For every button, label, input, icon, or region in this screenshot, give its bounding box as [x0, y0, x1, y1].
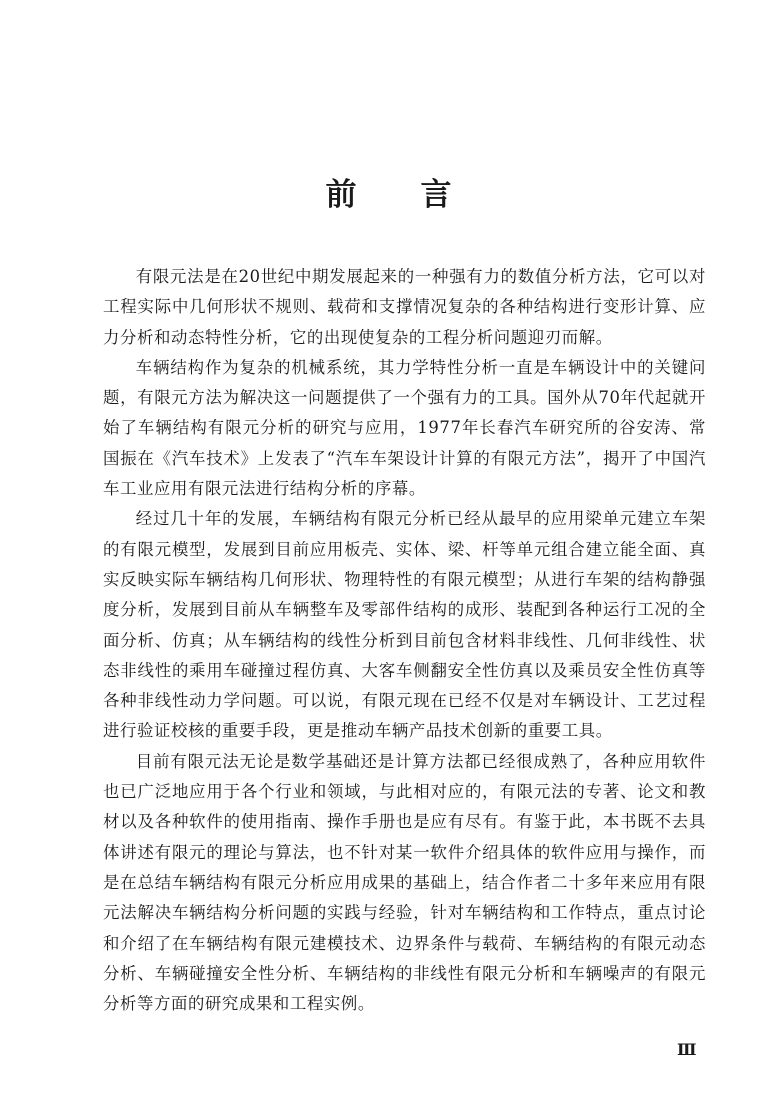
- paragraph-2: 车辆结构作为复杂的机械系统，其力学特性分析一直是车辆设计中的关键问题，有限元方法为解决这一问题提供了一个强有力的工具。国外从70年代起就开始了车辆结构有限元分析的研究与应用，1977年长春汽车研究所的谷安涛、常国振在《汽车技术》上发表了“汽车车架设计计算的有限元方法”，揭开了中国汽车工业应用有限元法进行结构分析的序幕。: [103, 357, 706, 499]
- paragraph-1: 有限元法是在20世纪中期发展起来的一种强有力的数值分析方法，它可以对工程实际中几何形状不规则、载荷和支撑情况复杂的各种结构进行变形计算、应力分析和动态特性分析，它的出现使复杂的工程分析问题迎刃而解。: [103, 267, 706, 347]
- title-char-2: 言: [420, 177, 452, 213]
- page-title: [0, 175, 777, 215]
- page-number: Ⅲ: [677, 1040, 697, 1059]
- paragraph-4: 目前有限元法无论是数学基础还是计算方法都已经很成熟了，各种应用软件也已广泛地应用于各个行业和领域，与此相对应的，有限元法的专著、论文和教材以及各种软件的使用指南、操作手册也是应有尽有。有鉴于此，本书既不去具体讲述有限元的理论与算法，也不针对某一软件介绍具体的软件应用与操作，而是在总结车辆结构有限元分析应用成果的基础上，结合作者二十多年来应用有限元法解决车辆结构分析问题的实践与经验，针对车辆结构和工作特点，重点讨论和介绍了在车辆结构有限元建模技术、边界条件与载荷、车辆结构的有限元动态分析、车辆碰撞安全性分析、车辆结构的非线性有限元分析和车辆噪声的有限元分析等方面的研究成果和工程实例。: [103, 751, 706, 1014]
- paragraph-3: 经过几十年的发展，车辆结构有限元分析已经从最早的应用梁单元建立车架的有限元模型，发展到目前应用板壳、实体、梁、杆等单元组合建立能全面、真实反映实际车辆结构几何形状、物理特性的有限元模型；从进行车架的结构静强度分析，发展到目前从车辆整车及零部件结构的成形、装配到各种运行工况的全面分析、仿真；从车辆结构的线性分析到目前包含材料非线性、几何非线性、状态非线性的乘用车碰撞过程仿真、大客车侧翻安全性仿真以及乘员安全性仿真等各种非线性动力学问题。可以说，有限元现在已经不仅是对车辆设计、工艺过程进行验证校核的重要手段，更是推动车辆产品技术创新的重要工具。: [103, 509, 706, 741]
- preface-body: [103, 262, 706, 1019]
- title-char-1: 前: [325, 177, 357, 213]
